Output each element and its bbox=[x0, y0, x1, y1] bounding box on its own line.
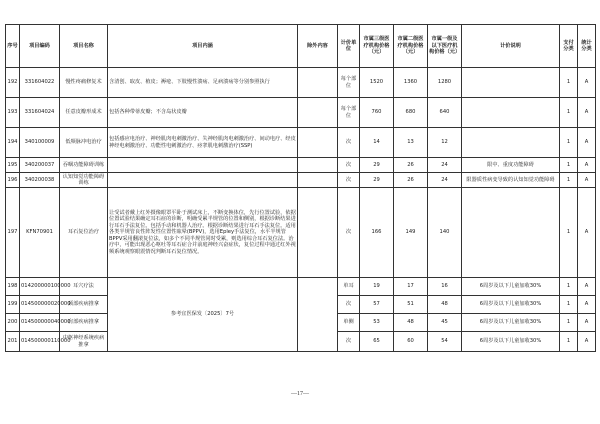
row-name: 颈部疾病推拿 bbox=[60, 296, 108, 314]
row-exclude bbox=[298, 188, 338, 278]
row-name: 吞咽功能障碍训练 bbox=[60, 158, 108, 173]
row-price-level2: 60 bbox=[394, 332, 428, 352]
row-code: 340200037 bbox=[20, 158, 60, 173]
header-price-level2: 市属二级医疗机构价格（元） bbox=[394, 25, 428, 68]
row-pay: 1 bbox=[560, 128, 578, 158]
row-pay: 1 bbox=[560, 296, 578, 314]
header-content: 项目内涵 bbox=[108, 25, 298, 68]
row-name: 耳穴疗法 bbox=[60, 278, 108, 296]
row-exclude bbox=[298, 68, 338, 98]
row-content: 含清创、取皮、植皮；褥疮、下肢慢性溃疡、足病溃疡等分别参照执行 bbox=[108, 68, 298, 98]
row-seq: 197 bbox=[6, 188, 20, 278]
row-price-level1: 45 bbox=[428, 314, 462, 332]
row-price-level3: 29 bbox=[360, 173, 394, 188]
row-seq: 193 bbox=[6, 98, 20, 128]
row-seq: 199 bbox=[6, 296, 20, 314]
header-exclude: 除外内容 bbox=[298, 25, 338, 68]
row-price-level2: 680 bbox=[394, 98, 428, 128]
row-stat: A bbox=[578, 296, 596, 314]
row-price-level3: 1520 bbox=[360, 68, 394, 98]
row-exclude bbox=[298, 173, 338, 188]
row-code: 331604022 bbox=[20, 68, 60, 98]
row-content: 包括各种带蒂皮瓣；不含岛状皮瓣 bbox=[108, 98, 298, 128]
row-exclude bbox=[298, 128, 338, 158]
row-exclude bbox=[298, 98, 338, 128]
row-price-level2: 149 bbox=[394, 188, 428, 278]
header-unit: 计价单位 bbox=[338, 25, 360, 68]
row-name: 耳石复位治疗 bbox=[60, 188, 108, 278]
header-pay: 支付分类 bbox=[560, 25, 578, 68]
table-row bbox=[6, 68, 596, 98]
row-note bbox=[462, 128, 560, 158]
row-code: 340100009 bbox=[20, 128, 60, 158]
row-note bbox=[462, 188, 560, 278]
header-note: 计价说明 bbox=[462, 25, 560, 68]
row-price-level1: 16 bbox=[428, 278, 462, 296]
row-content bbox=[108, 158, 298, 173]
row-note: 限器质性病变导致的认知知觉功能障碍 bbox=[462, 173, 560, 188]
row-price-level1: 24 bbox=[428, 158, 462, 173]
row-price-level3: 65 bbox=[360, 332, 394, 352]
row-unit: 次 bbox=[338, 296, 360, 314]
row-unit: 次 bbox=[338, 158, 360, 173]
row-price-level3: 14 bbox=[360, 128, 394, 158]
table-row bbox=[6, 98, 596, 128]
row-unit: 次 bbox=[338, 128, 360, 158]
row-price-level3: 19 bbox=[360, 278, 394, 296]
row-code: 014500000020000 bbox=[20, 296, 60, 314]
row-unit: 每个部位 bbox=[338, 68, 360, 98]
row-stat: A bbox=[578, 278, 596, 296]
row-pay: 1 bbox=[560, 332, 578, 352]
page-number: —17— bbox=[291, 391, 309, 397]
row-note bbox=[462, 98, 560, 128]
row-seq: 194 bbox=[6, 128, 20, 158]
row-price-level3: 53 bbox=[360, 314, 394, 332]
row-code: 014500000040000 bbox=[20, 314, 60, 332]
row-exclude-merged bbox=[298, 278, 338, 352]
row-seq: 192 bbox=[6, 68, 20, 98]
row-name: 慢性疼痛修复术 bbox=[60, 68, 108, 98]
row-exclude bbox=[298, 158, 338, 173]
row-name: 肩部疾病推拿 bbox=[60, 314, 108, 332]
row-price-level2: 1360 bbox=[394, 68, 428, 98]
row-pay: 1 bbox=[560, 68, 578, 98]
row-price-level3: 29 bbox=[360, 158, 394, 173]
row-price-level2: 13 bbox=[394, 128, 428, 158]
row-price-level1: 140 bbox=[428, 188, 462, 278]
row-price-level1: 48 bbox=[428, 296, 462, 314]
row-price-level2: 51 bbox=[394, 296, 428, 314]
table-row bbox=[6, 278, 596, 296]
row-unit: 次 bbox=[338, 332, 360, 352]
row-note: 6周岁及以下儿童加收30% bbox=[462, 332, 560, 352]
row-note: 6周岁及以下儿童加收30% bbox=[462, 314, 560, 332]
row-pay: 1 bbox=[560, 278, 578, 296]
row-price-level3: 760 bbox=[360, 98, 394, 128]
row-unit: 次 bbox=[338, 188, 360, 278]
row-pay: 1 bbox=[560, 158, 578, 173]
row-stat: A bbox=[578, 173, 596, 188]
row-content: 包括感应电治疗、神经肌肉电刺激治疗、失神经肌肉电刺激治疗、间动电疗、经皮神经电刺激治疗、功能性电刺激治疗、痉挛肌电刺激治疗(SSP) bbox=[108, 128, 298, 158]
row-stat: A bbox=[578, 158, 596, 173]
table-row bbox=[6, 188, 596, 278]
row-unit: 次 bbox=[338, 173, 360, 188]
row-code: 014500000110000 bbox=[20, 332, 60, 352]
row-stat: A bbox=[578, 188, 596, 278]
row-pay: 1 bbox=[560, 98, 578, 128]
row-pay: 1 bbox=[560, 314, 578, 332]
row-price-level3: 57 bbox=[360, 296, 394, 314]
row-pay: 1 bbox=[560, 188, 578, 278]
row-seq: 195 bbox=[6, 158, 20, 173]
row-content-merged: 参考宜医保发〔2025〕7号 bbox=[108, 278, 298, 352]
row-name: 低频脉冲电治疗 bbox=[60, 128, 108, 158]
row-stat: A bbox=[578, 314, 596, 332]
row-content: 让受试者戴上红外摄像眼罩平卧于测试床上，不断变换体位，先行位置试验，依据位置试验结果确定耳石症的诊断，明确受累半规管的位置和侧别，根据诊断结果进行耳石手法复位。包括手动和机器人治疗。根据诊断结果进行耳石手法复位。适用各类半规管良性阵发性位置性眩晕(BPPV)，选用Epley手法复位，水平半规管BPPV采用翻滚复位法，如多个不同半规管同时受累，则选用综合耳石复位法。治疗中，可能出现恶心呕吐等耳石症合并前庭神经兴奋症状，复位过程中通过红外视频系统观察眼震情况判断耳石复位情况。 bbox=[108, 188, 298, 278]
row-seq: 200 bbox=[6, 314, 20, 332]
row-stat: A bbox=[578, 68, 596, 98]
header-stat: 统计分类 bbox=[578, 25, 596, 68]
fee-table bbox=[5, 24, 596, 352]
row-seq: 201 bbox=[6, 332, 20, 352]
row-note: 6周岁及以下儿童加收30% bbox=[462, 296, 560, 314]
row-price-level3: 166 bbox=[360, 188, 394, 278]
table-row bbox=[6, 128, 596, 158]
row-content bbox=[108, 173, 298, 188]
header-price-level1: 市属一级及以下医疗机构价格（元） bbox=[428, 25, 462, 68]
row-price-level1: 54 bbox=[428, 332, 462, 352]
row-code: 331604024 bbox=[20, 98, 60, 128]
row-code: 340200038 bbox=[20, 173, 60, 188]
header-price-level3: 市属三级医疗机构价格（元） bbox=[360, 25, 394, 68]
row-price-level2: 17 bbox=[394, 278, 428, 296]
row-unit: 单侧 bbox=[338, 314, 360, 332]
row-stat: A bbox=[578, 98, 596, 128]
row-price-level2: 26 bbox=[394, 173, 428, 188]
row-code: 014200000100000 bbox=[20, 278, 60, 296]
row-pay: 1 bbox=[560, 173, 578, 188]
row-note: 限中、重度功能障碍 bbox=[462, 158, 560, 173]
row-unit: 每个部位 bbox=[338, 98, 360, 128]
table-row bbox=[6, 173, 596, 188]
row-name: 中枢神经系统疾病推拿 bbox=[60, 332, 108, 352]
row-note bbox=[462, 68, 560, 98]
header-row bbox=[6, 25, 596, 68]
row-unit: 单耳 bbox=[338, 278, 360, 296]
row-name: 认知知觉功能障碍训练 bbox=[60, 173, 108, 188]
row-stat: A bbox=[578, 332, 596, 352]
header-seq: 序号 bbox=[6, 25, 20, 68]
row-seq: 196 bbox=[6, 173, 20, 188]
row-price-level2: 48 bbox=[394, 314, 428, 332]
row-stat: A bbox=[578, 128, 596, 158]
row-note: 6周岁及以下儿童加收30% bbox=[462, 278, 560, 296]
header-name: 项目名称 bbox=[60, 25, 108, 68]
row-name: 任意皮瓣形成术 bbox=[60, 98, 108, 128]
row-seq: 198 bbox=[6, 278, 20, 296]
row-price-level1: 12 bbox=[428, 128, 462, 158]
row-price-level1: 24 bbox=[428, 173, 462, 188]
header-code: 项目编码 bbox=[20, 25, 60, 68]
row-code: KFN70901 bbox=[20, 188, 60, 278]
row-price-level1: 640 bbox=[428, 98, 462, 128]
row-price-level1: 1280 bbox=[428, 68, 462, 98]
row-price-level2: 26 bbox=[394, 158, 428, 173]
table-row bbox=[6, 158, 596, 173]
